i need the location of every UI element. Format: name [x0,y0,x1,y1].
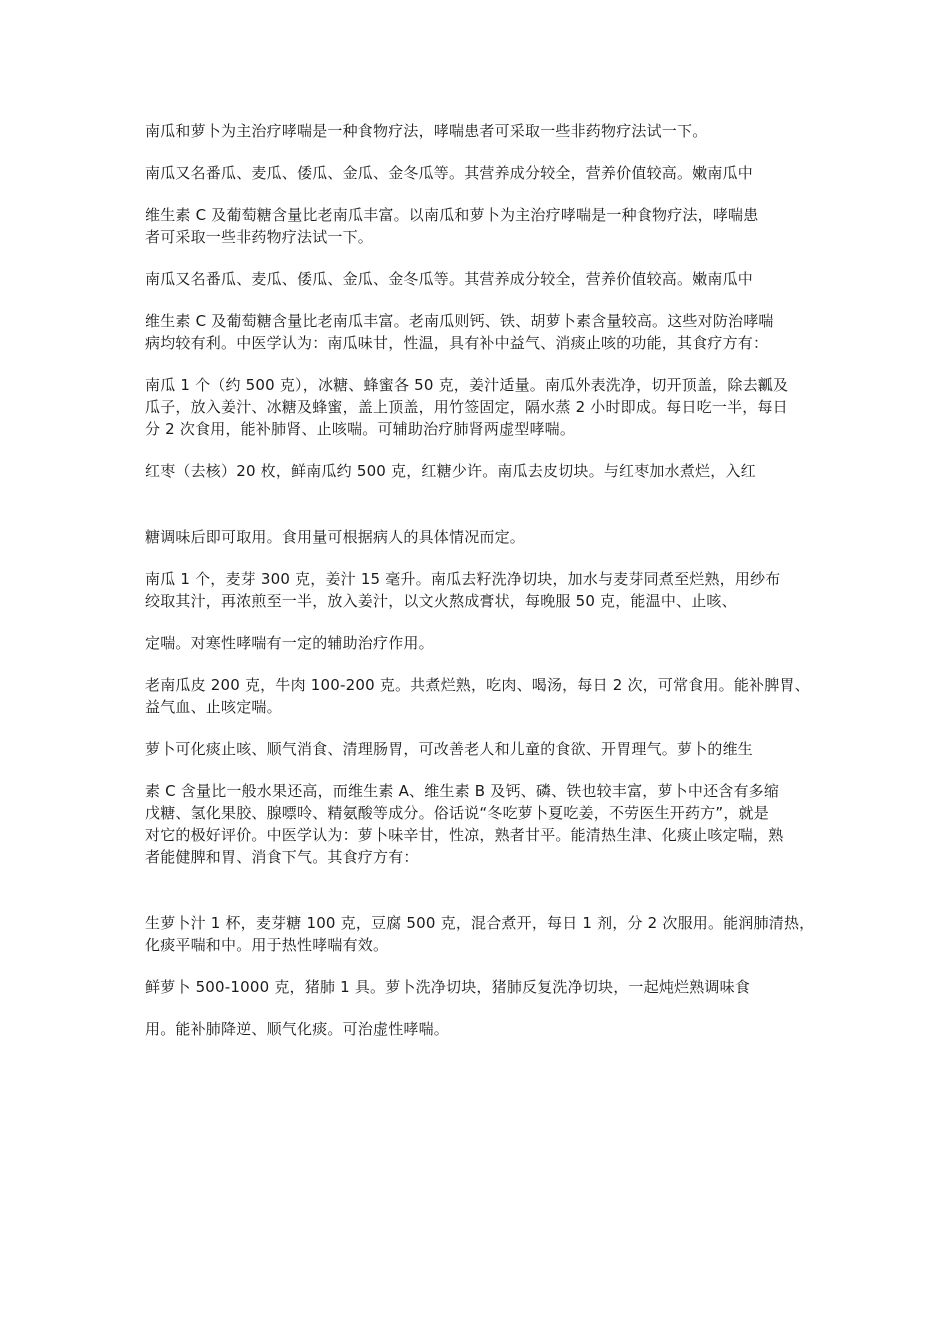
paragraph: 老南瓜皮 200 克，牛肉 100-200 克。共煮烂熟，吃肉、喝汤，每日 2 次，可常食用。能补脾胃、 益气血、止咳定喘。 [145,676,810,716]
paragraph: 南瓜又名番瓜、麦瓜、倭瓜、金瓜、金冬瓜等。其营养成分较全，营养价值较高。嫩南瓜中 [145,270,754,288]
paragraph: 南瓜 1 个，麦芽 300 克，姜汁 15 毫升。南瓜去籽洗净切块，加水与麦芽同煮至烂熟，用纱布 绞取其汁，再浓煎至一半，放入姜汁，以文火熬成膏状，每晚服 50 克，能温中、止咳、 [145,570,781,610]
paragraph: 定喘。对寒性哮喘有一定的辅助治疗作用。 [145,634,434,652]
paragraph: 南瓜 1 个（约 500 克），冰糖、蜂蜜各 50 克，姜汁适量。南瓜外表洗净，切开顶盖，除去瓤及 瓜子，放入姜汁、冰糖及蜂蜜，盖上顶盖，用竹签固定，隔水蒸 2 小时即成。每日吃一半，每日 分 2 次食用，能补肺肾、止咳喘。可辅助治疗肺肾两虚型哮喘。 [145,376,789,438]
paragraph: 萝卜可化痰止咳、顺气消食、清理肠胃，可改善老人和儿童的食欲、开胃理气。萝卜的维生 [145,740,754,758]
paragraph: 生萝卜汁 1 杯，麦芽糖 100 克，豆腐 500 克，混合煮开，每日 1 剂，分 2 次服用。能润肺清热， 化痰平喘和中。用于热性哮喘有效。 [145,914,815,954]
paragraph: 南瓜又名番瓜、麦瓜、倭瓜、金瓜、金冬瓜等。其营养成分较全，营养价值较高。嫩南瓜中 [145,164,754,182]
paragraph: 糖调味后即可取用。食用量可根据病人的具体情况而定。 [145,528,526,546]
paragraph: 红枣（去核）20 枚，鲜南瓜约 500 克，红糖少许。南瓜去皮切块。与红枣加水煮烂，入红 [145,462,756,480]
paragraph: 用。能补肺降逆、顺气化痰。可治虚性哮喘。 [145,1020,450,1038]
paragraph: 维生素 C 及葡萄糖含量比老南瓜丰富。老南瓜则钙、铁、胡萝卜素含量较高。这些对防治哮喘 病均较有利。中医学认为：南瓜味甘，性温，具有补中益气、消痰止咳的功能，其食疗方有： [145,312,774,352]
paragraph: 素 C 含量比一般水果还高，而维生素 A、维生素 B 及钙、磷、铁也较丰富，萝卜中还含有多缩 戊糖、氢化果胶、腺嘌呤、精氨酸等成分。俗话说“冬吃萝卜夏吃姜，不劳医生开药方”，就是 对它的极好评价。中医学认为：萝卜味辛甘，性凉，熟者甘平。能清热生津、化痰止咳定喘，熟 者能健脾和胃、消食下气。其食疗方有： [145,782,784,866]
paragraph: 南瓜和萝卜为主治疗哮喘是一种食物疗法，哮喘患者可采取一些非药物疗法试一下。 [145,122,708,140]
paragraph: 鲜萝卜 500-1000 克，猪肺 1 具。萝卜洗净切块，猪肺反复洗净切块，一起炖烂熟调味食 [145,978,751,996]
document-body [145,120,825,1040]
paragraph: 维生素 C 及葡萄糖含量比老南瓜丰富。以南瓜和萝卜为主治疗哮喘是一种食物疗法，哮喘患 者可采取一些非药物疗法试一下。 [145,206,759,246]
